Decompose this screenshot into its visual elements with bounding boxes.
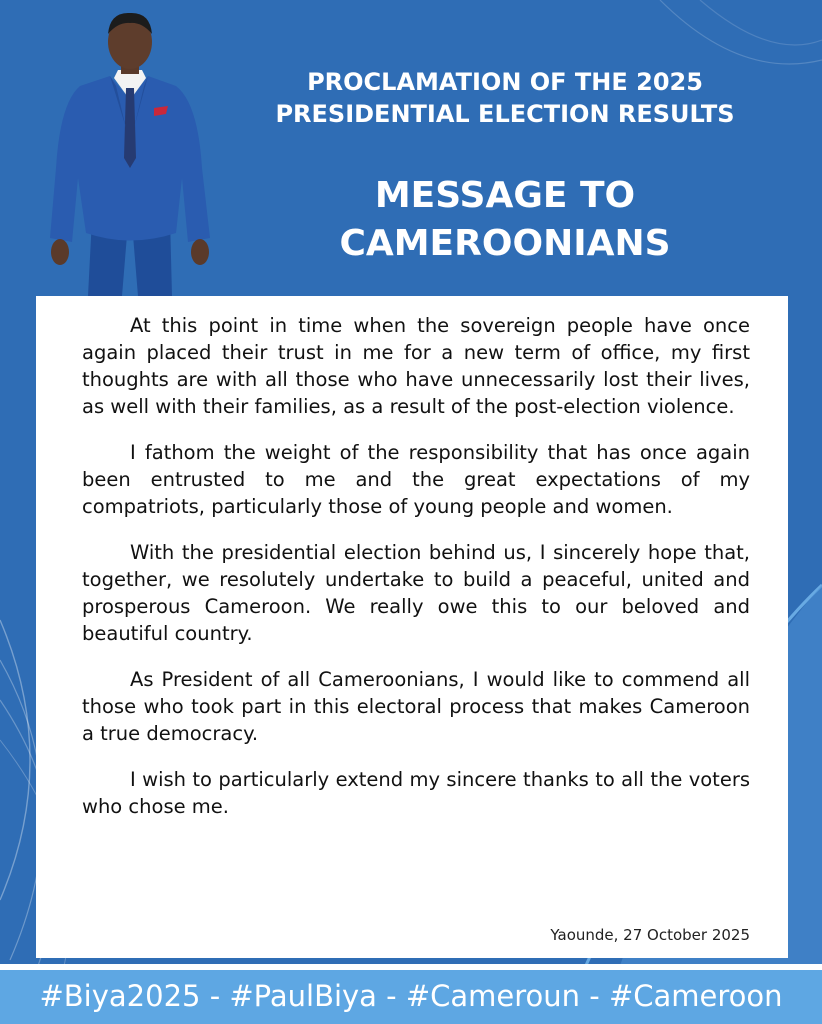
- message-card: [36, 296, 788, 958]
- message-paragraph-2: I fathom the weight of the responsibility that has once again been entrusted to me and the great expectations of my compatriots, particularly those of young people and women.: [82, 441, 750, 518]
- title-line-2: CAMEROONIANS: [339, 223, 671, 264]
- president-portrait: [30, 8, 230, 298]
- message-body: [82, 312, 750, 839]
- proclamation-subtitle: [250, 66, 760, 130]
- message-paragraph-5: I wish to particularly extend my sincere thanks to all the voters who chose me.: [82, 768, 750, 818]
- message-paragraph-1: At this point in time when the sovereign people have once again placed their trust in me for a new term of office, my first thoughts are with all those who have unnecessarily lost their lives, as well with their families, as a result of the post-election violence.: [82, 314, 750, 418]
- message-paragraph-4: As President of all Cameroonians, I would like to commend all those who took part in this electoral process that makes Cameroon a true democracy.: [82, 668, 750, 745]
- signature-place-date: Yaounde, 27 October 2025: [550, 926, 750, 944]
- subtitle-line-1: PROCLAMATION OF THE 2025: [307, 68, 703, 96]
- title-line-1: MESSAGE TO: [374, 175, 636, 216]
- subtitle-line-2: PRESIDENTIAL ELECTION RESULTS: [275, 100, 735, 128]
- footer-hashtags: #Biya2025 - #PaulBiya - #Cameroun - #Cameroon: [39, 979, 783, 1013]
- message-title: [250, 172, 760, 268]
- message-paragraph-3: With the presidential election behind us, I sincerely hope that, together, we resolutely undertake to build a peaceful, united and prosperous Cameroon. We really owe this to our beloved and beautiful country.: [82, 541, 750, 645]
